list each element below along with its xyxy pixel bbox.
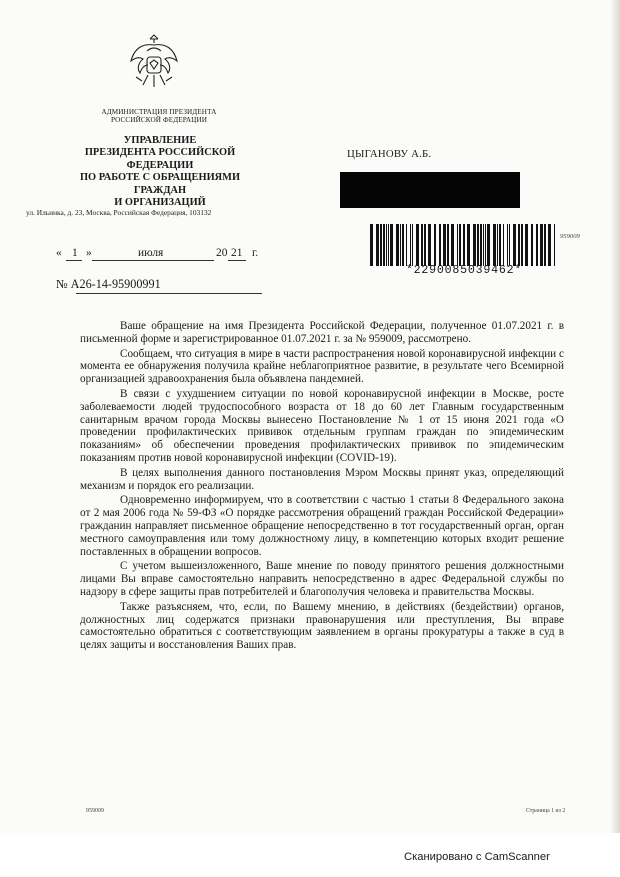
barcode-bar: [386, 224, 387, 266]
barcode-bar: [390, 224, 393, 266]
page-number: Страница 1 из 2: [526, 808, 566, 814]
barcode-bar: [428, 224, 431, 266]
date-month: июля: [138, 247, 164, 259]
barcode-bar: [548, 224, 551, 266]
barcode-bar: [451, 224, 454, 266]
administration-heading: [90, 108, 228, 124]
barcode-bar: [487, 224, 490, 266]
barcode-bar: [443, 224, 446, 266]
date-day-underline: [66, 260, 82, 261]
barcode-bar: [376, 224, 379, 266]
department-line: УПРАВЛЕНИЕ: [123, 135, 197, 146]
barcode-bar: [509, 224, 510, 266]
date-month-underline: [92, 260, 214, 261]
barcode-bar: [412, 224, 413, 266]
barcode-bar: [521, 224, 523, 266]
footer-code: 959009: [86, 808, 104, 814]
date-day: 1: [72, 247, 78, 259]
sender-address: ул. Ильинка, д. 23, Москва, Российская Федерация, 103132: [26, 208, 212, 217]
barcode-bar: [507, 224, 508, 266]
registration-underline: [76, 293, 262, 294]
barcode-bar: [544, 224, 546, 266]
barcode-bar: [406, 224, 407, 266]
date-open-quote: «: [56, 247, 62, 259]
barcode-bar: [388, 224, 389, 266]
date-year-prefix: 20: [216, 247, 228, 259]
body-paragraph: В связи с ухудшением ситуации по новой коронавирусной инфекции в Москве, росте заболеваемости людей трудоспособного возраста от 18 до 60 лет Главным государственным санитарным врачом города Москвы вынесено Постановление № 1 от 15 июня 2021 года «О проведении профилактических прививок отдельным группам граждан по эпидемическим показаниям» об обеспечении проведения профилактических прививок по эпидемическим показаниям против новой коронавирусной инфекции (COVID-19).: [80, 387, 564, 464]
department-line: ПО РАБОТЕ С ОБРАЩЕНИЯМИ ГРАЖДАН: [79, 172, 241, 196]
barcode-bar: [457, 224, 458, 266]
barcode-bar: [518, 224, 520, 266]
barcode-bar: [400, 224, 401, 266]
body-paragraph: Ваше обращение на имя Президента Российской Федерации, полученное 01.07.2021 г. в письменной форме и зарегистрированное 01.07.2021 г. за № 959009, рассмотрено.: [80, 320, 564, 345]
barcode-bar: [513, 224, 516, 266]
scan-edge-shadow: [610, 0, 620, 877]
administration-line: АДМИНИСТРАЦИЯ ПРЕЗИДЕНТА: [101, 108, 217, 116]
barcode-bar: [439, 224, 441, 266]
barcode: [370, 224, 558, 266]
barcode-bar: [477, 224, 479, 266]
date-year-unit: г.: [252, 247, 259, 259]
barcode-bar: [497, 224, 498, 266]
barcode-bar: [434, 224, 436, 266]
registration-number: № А26-14-95900991: [56, 277, 161, 291]
date-close-quote: »: [86, 247, 92, 259]
barcode-bar: [473, 224, 476, 266]
barcode-bar: [536, 224, 538, 266]
barcode-bar: [410, 224, 411, 266]
barcode-bar: [485, 224, 486, 266]
body-paragraph: Также разъясняем, что, если, по Вашему мнению, в действиях (бездействии) органов, должностных лиц содержатся признаки правонарушения или преступления, Вы вправе самостоятельно обратиться с соответствующим заявлением в органы прокуратуры а также в суд в целях защиты и восстановления Ваших прав.: [80, 600, 564, 652]
barcode-bar: [540, 224, 543, 266]
barcode-bar: [467, 224, 470, 266]
barcode-number: *2290085039462*: [405, 264, 523, 277]
barcode-bar: [531, 224, 533, 266]
barcode-bar: [503, 224, 504, 266]
barcode-bar: [402, 224, 404, 266]
body-paragraph: Сообщаем, что ситуация в мире в части распространения новой коронавирусной инфекции с момента ее обнаружения получила крайне неблагоприятное развитие, в результате чего Всемирной организацией здравоохранения была объявлена пандемией.: [80, 347, 564, 386]
barcode-bar: [493, 224, 496, 266]
department-line: И ОРГАНИЗАЦИЙ: [114, 197, 206, 209]
body-paragraph: Одновременно информируем, что в соответствии с частью 1 статьи 8 Федерального закона от 2 мая 2006 года № 59-ФЗ «О порядке рассмотрения обращений граждан Российской Федерации» гражданин направляет письменное обращение непосредственно в тот государственный орган, орган местного самоуправления или тому должностному лицу, в компетенцию которых входит решение поставленных в обращении вопросов.: [80, 494, 564, 558]
barcode-bar: [483, 224, 484, 266]
administration-line: РОССИЙСКОЙ ФЕДЕРАЦИИ: [110, 116, 208, 124]
barcode-side-note: 959009: [560, 233, 580, 240]
addressee-name: ЦЫГАНОВУ А.Б.: [347, 148, 432, 160]
department-line: ПРЕЗИДЕНТА РОССИЙСКОЙ ФЕДЕРАЦИИ: [84, 147, 236, 171]
barcode-bar: [380, 224, 382, 266]
barcode-bar: [424, 224, 426, 266]
barcode-bar: [499, 224, 501, 266]
barcode-bar: [525, 224, 528, 266]
barcode-bar: [459, 224, 461, 266]
department-heading: [56, 135, 264, 209]
barcode-bar: [421, 224, 423, 266]
coat-of-arms-icon: [128, 33, 180, 91]
body-paragraph: В целях выполнения данного постановления Мэром Москвы принят указ, определяющий механизм и порядок его реализации.: [80, 466, 564, 492]
date-year-suffix: 21: [231, 247, 243, 259]
barcode-bar: [416, 224, 419, 266]
body-paragraph: С учетом вышеизложенного, Ваше мнение по поводу принятого решения должностными лицами Вы вправе самостоятельно направить непосредственно в адрес Федеральной службы по надзору в сфере защиты прав потребителей и благополучия человека и правительства Москвы.: [80, 560, 564, 598]
barcode-bar: [396, 224, 399, 266]
barcode-bar: [554, 224, 555, 266]
date-year-underline: [228, 260, 246, 261]
barcode-bar: [447, 224, 449, 266]
barcode-bar: [370, 224, 373, 266]
camscanner-watermark: Сканировано с CamScanner: [404, 851, 550, 863]
letter-body: [80, 320, 564, 654]
barcode-bar: [463, 224, 465, 266]
barcode-bar: [480, 224, 482, 266]
redaction-block: [340, 172, 520, 208]
barcode-bar: [383, 224, 385, 266]
